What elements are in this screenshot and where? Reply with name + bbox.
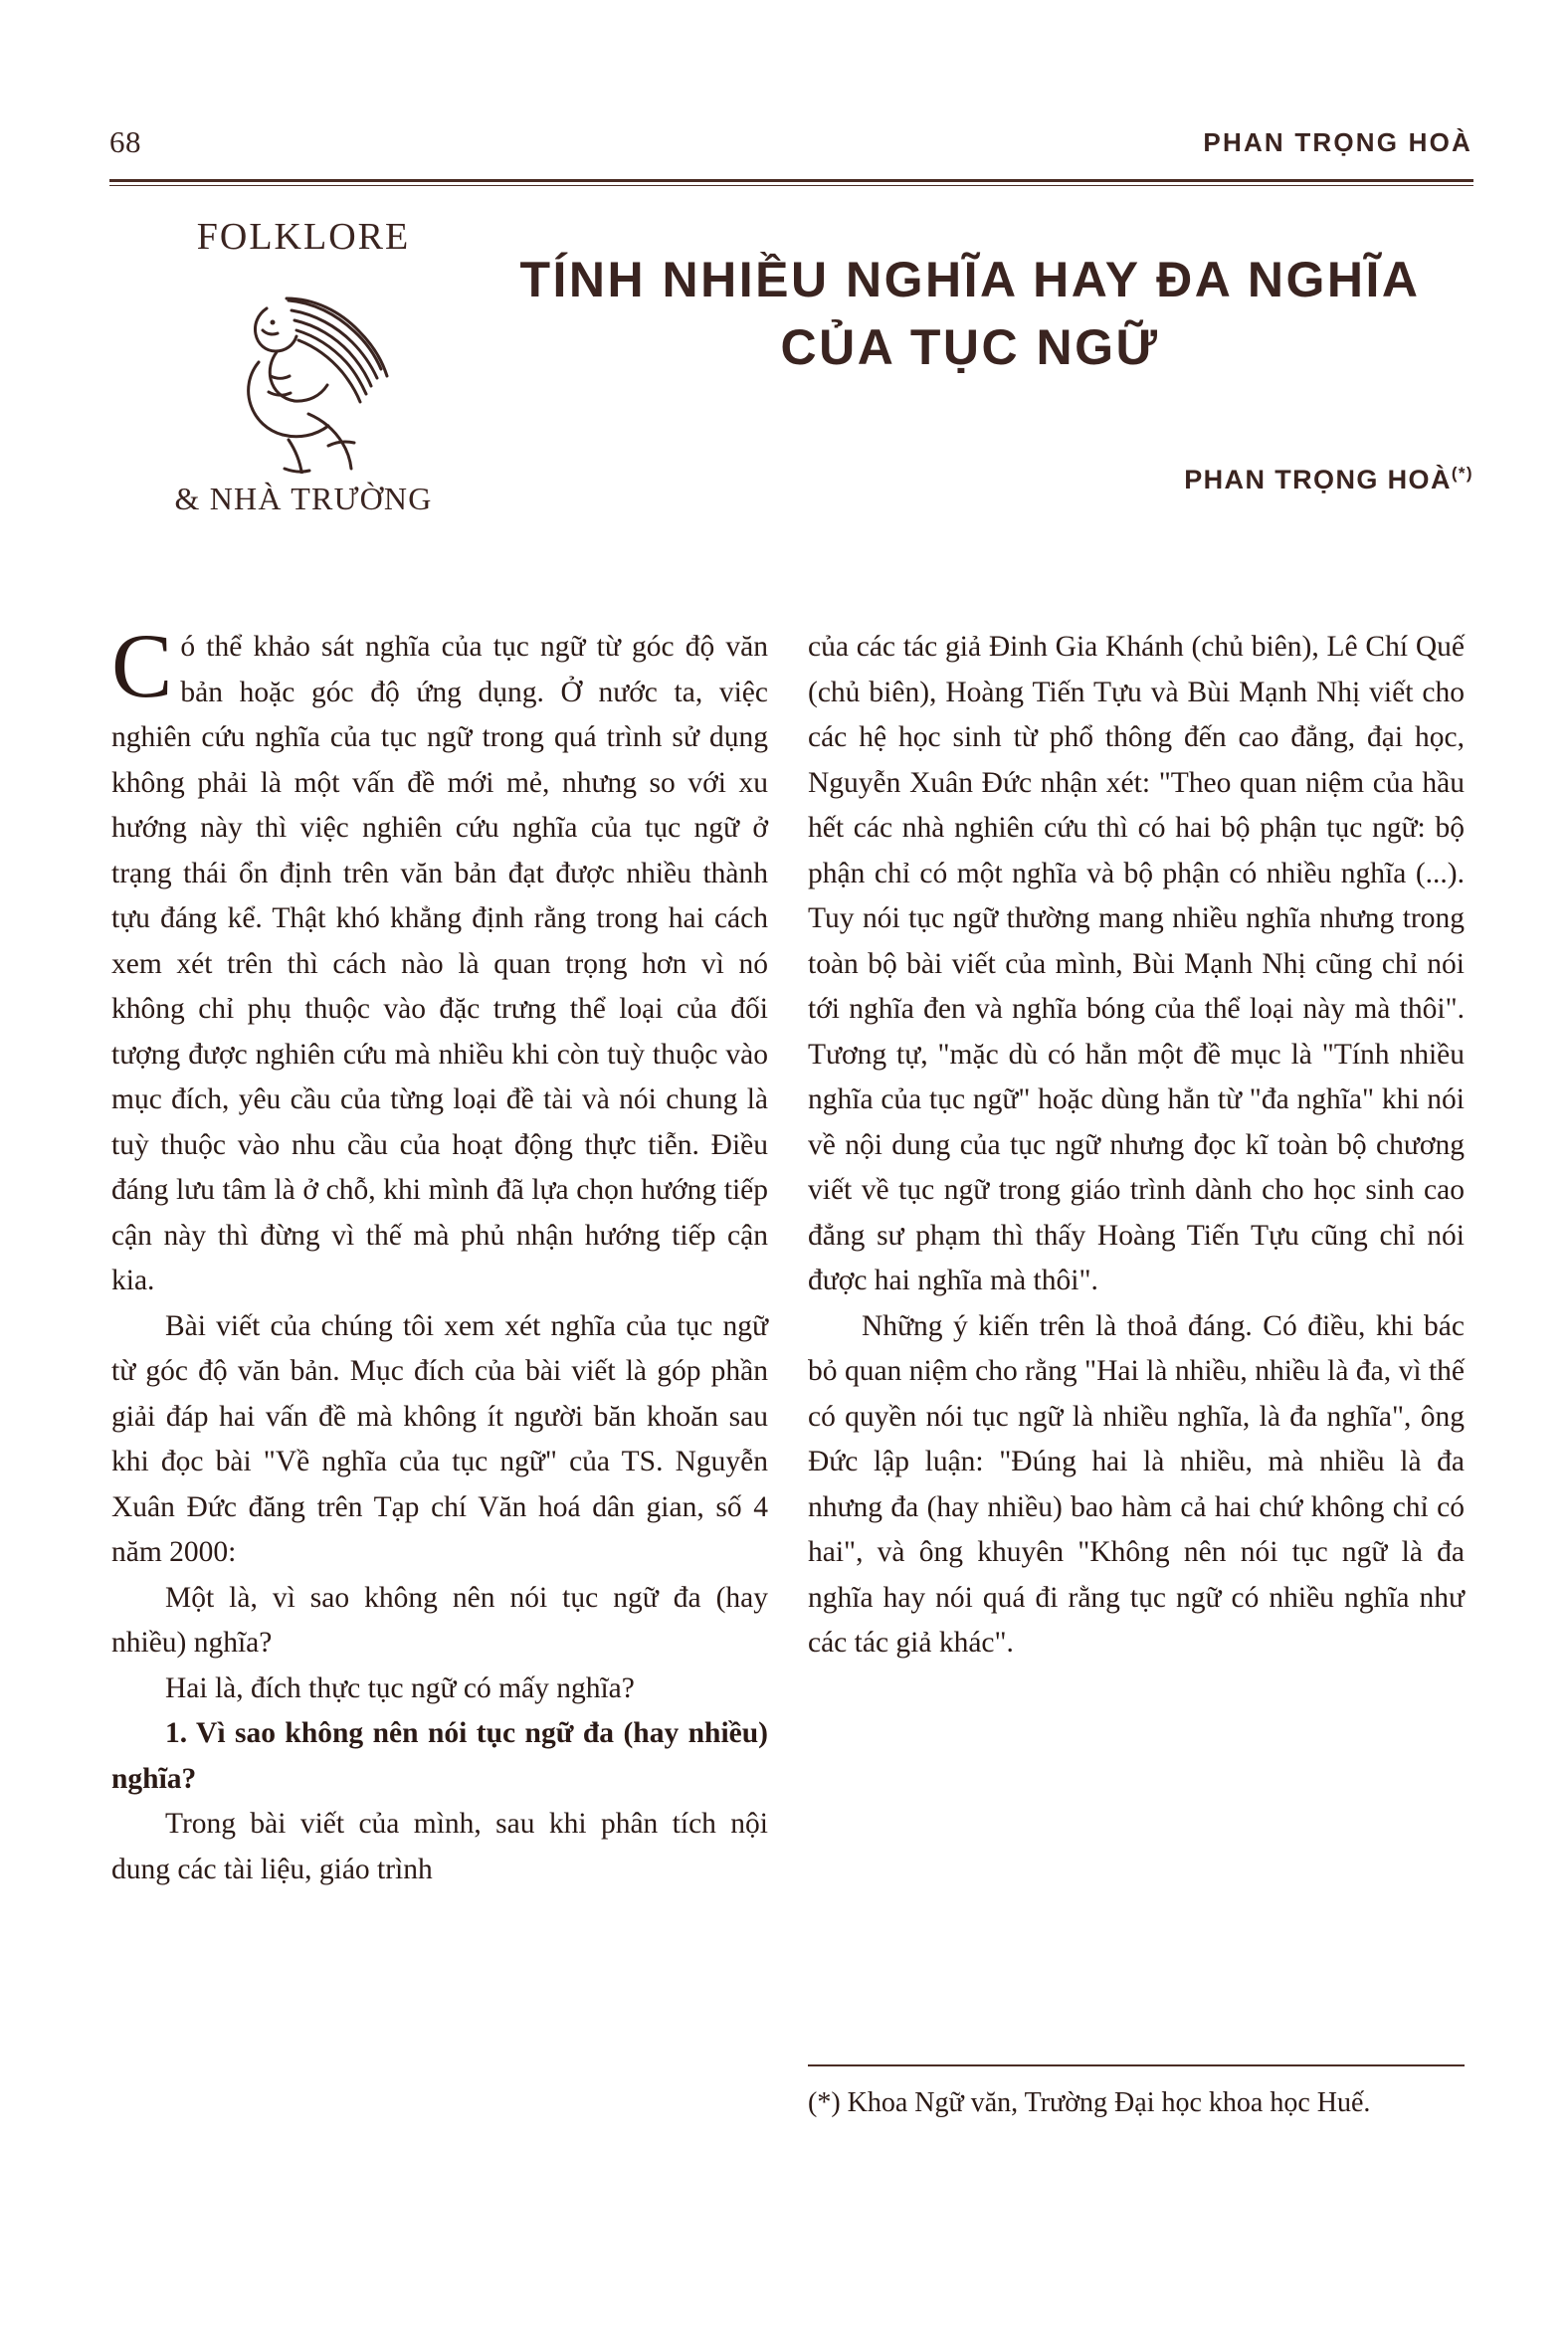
masthead-top-label: FOLKLORE [196, 216, 411, 258]
article-title-line-2: CỦA TỤC NGỮ [780, 318, 1160, 375]
paragraph-opening [111, 615, 768, 1304]
author-footnote-marker: (*) [1451, 464, 1473, 483]
header-divider [109, 179, 1473, 182]
paragraph: Trong bài viết của mình, sau khi phân tích nội dung các tài liệu, giáo trình [111, 1808, 768, 1885]
paragraph-continued: của các tác giả Đinh Gia Khánh (chủ biên), Lê Chí Quế (chủ biên), Hoàng Tiến Tựu và Bùi Mạnh Nhị viết cho các hệ học sinh từ phổ thông đến cao đẳng, đại học, Nguyễn Xuân Đức nhận xét: "Theo quan niệm của hầu hết các nhà nghiên cứu thì có hai bộ phận tục ngữ: bộ phận chỉ có một nghĩa và bộ phận có nhiều nghĩa (...). Tuy nói tục ngữ thường mang nhiều nghĩa nhưng trong toàn bộ bài viết của mình, Bùi Mạnh Nhị cũng chỉ nói tới nghĩa đen và nghĩa bóng của thể loại này mà thôi". Tương tự, "mặc dù có hẳn một đề mục là "Tính nhiều nghĩa của tục ngữ" hoặc dùng hẳn từ "đa nghĩa" khi nói về nội dung của tục ngữ nhưng đọc kĩ toàn bộ chương viết về tục ngữ trong giáo trình dành cho học sinh cao đẳng sư phạm thì thấy Hoàng Tiến Tựu cũng chỉ nói được hai nghĩa mà thôi". [808, 631, 1465, 1296]
folklore-masthead [159, 217, 448, 516]
body-column-right [808, 625, 1465, 1666]
article-byline [1184, 464, 1473, 495]
footnote: (*) Khoa Ngữ văn, Trường Đại học khoa học Huế. [808, 2087, 1371, 2118]
paragraph: Bài viết của chúng tôi xem xét nghĩa của tục ngữ từ góc độ văn bản. Mục đích của bài viết là góp phần giải đáp hai vấn đề mà không ít người băn khoăn sau khi đọc bài "Về nghĩa của tục ngữ" của TS. Nguyễn Xuân Đức đăng trên Tạp chí Văn hoá dân gian, số 4 năm 2000: [111, 1309, 768, 1568]
section-heading-1: 1. Vì sao không nên nói tục ngữ đa (hay nhiều) nghĩa? [111, 1717, 768, 1795]
article-title-line-1: TÍNH NHIỀU NGHĨA HAY ĐA NGHĨA [519, 252, 1421, 307]
author-name: PHAN TRỌNG HOÀ [1184, 465, 1452, 494]
reclining-figure-illustration [189, 265, 418, 474]
paragraph: Những ý kiến trên là thoả đáng. Có điều, khi bác bỏ quan niệm cho rằng "Hai là nhiều, nhiều là đa, vì thế có quyền nói tục ngữ là nhiều nghĩa, là đa nghĩa", ông Đức lập luận: "Đúng hai là nhiều, mà nhiều là đa nhưng đa (hay nhiều) bao hàm cả hai chứ không chỉ có hai", và ông khuyên "Không nên nói tục ngữ là đa nghĩa hay nói quá đi rằng tục ngữ có nhiều nghĩa như các tác giả khác". [808, 1309, 1465, 1659]
masthead-bottom-label: & NHÀ TRƯỜNG [174, 480, 433, 516]
running-head-title: PHAN TRỌNG HOÀ [1203, 127, 1472, 157]
article-title [468, 247, 1472, 381]
paragraph-opening-text: ó thể khảo sát nghĩa của tục ngữ từ góc độ văn bản hoặc góc độ ứng dụng. Ở nước ta, việc nghiên cứu nghĩa của tục ngữ trong quá trình sử dụng không phải là một vấn đề mới mẻ, nhưng so với xu hướng này thì việc nghiên cứu nghĩa của tục ngữ ở trạng thái ổn định trên văn bản đạt được nhiều thành tựu đáng kể. Thật khó khẳng định rằng trong hai cách xem xét trên thì cách nào là quan trọng hơn vì nó không chỉ phụ thuộc vào đặc trưng thể loại của đối tượng được nghiên cứu mà nhiều khi còn tuỳ thuộc vào mục đích, yêu cầu của từng loại đề tài và nói chung là tuỳ thuộc vào nhu cầu của hoạt động thực tiễn. Điều đáng lưu tâm là ở chỗ, khi mình đã lựa chọn hướng tiếp cận này thì đừng vì thế mà phủ nhận hướng tiếp cận kia. [111, 631, 768, 1296]
paragraph: Hai là, đích thực tục ngữ có mấy nghĩa? [165, 1671, 635, 1704]
drop-cap: C [111, 615, 173, 716]
running-head [109, 124, 1472, 166]
paragraph: Một là, vì sao không nên nói tục ngữ đa (hay nhiều) nghĩa? [111, 1581, 768, 1659]
footnote-divider [808, 2064, 1465, 2066]
page-number: 68 [109, 124, 141, 159]
body-column-left [111, 615, 768, 1892]
